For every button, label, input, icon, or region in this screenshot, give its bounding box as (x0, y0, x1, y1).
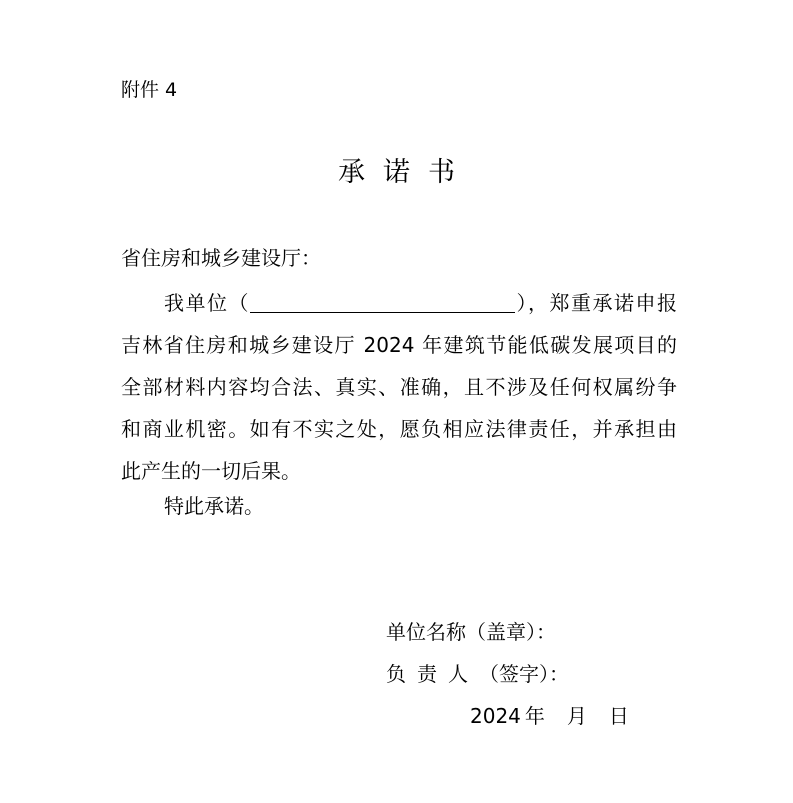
body-line-5: 此产生的一切后果。 (121, 459, 301, 483)
responsible-person-label: 负责人 (386, 662, 479, 686)
commitment-body (121, 282, 677, 492)
unit-name-blank (250, 290, 515, 313)
body-line-1-suffix: ），郑重承诺申报 (515, 291, 677, 315)
attachment-label: 附件 4 (121, 79, 178, 101)
closing-statement: 特此承诺。 (164, 494, 264, 518)
responsible-person-signature-label (386, 660, 569, 688)
addressee: 省住房和城乡建设厅： (121, 246, 321, 270)
signature-date (470, 702, 629, 730)
date-year: 2024 (470, 704, 521, 728)
unit-name-seal-label: 单位名称（盖章）： (386, 620, 556, 644)
date-year-label: 年 (524, 704, 545, 728)
body-line-3: 全部材料内容均合法、真实、准确，且不涉及任何权属纷争 (121, 375, 677, 399)
date-day-label: 日 (608, 704, 629, 728)
body-line-1 (121, 282, 677, 324)
body-line-4: 和商业机密。如有不实之处，愿负相应法律责任，并承担由 (121, 417, 677, 441)
body-line-2: 吉林省住房和城乡建设厅 2024 年建筑节能低碳发展项目的 (121, 333, 677, 357)
document-title: 承诺书 (338, 157, 473, 188)
signature-hint: （签字）： (479, 662, 569, 686)
body-line-1-prefix: 我单位（ (164, 291, 250, 315)
date-month-label: 月 (566, 704, 587, 728)
